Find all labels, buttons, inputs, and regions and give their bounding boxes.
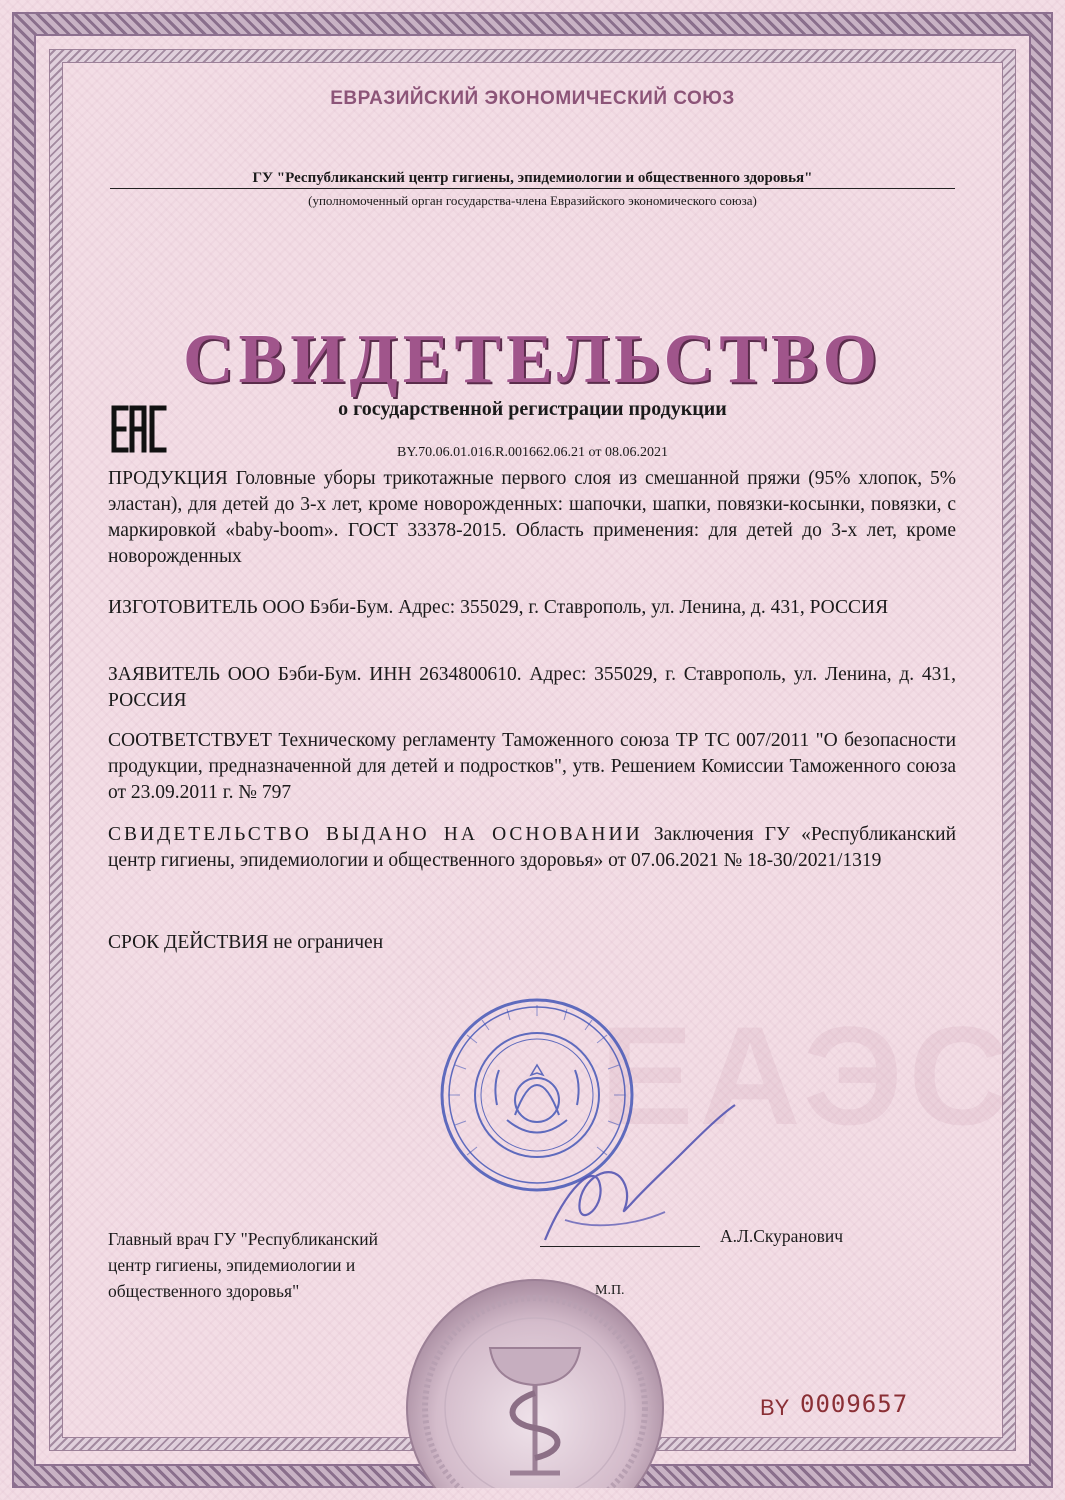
manufacturer-label: ИЗГОТОВИТЕЛЬ (108, 597, 258, 618)
product-section (108, 466, 956, 570)
signatory-position-line2: центр гигиены, эпидемиологии и (108, 1255, 356, 1275)
serial-number: 0009657 (800, 1390, 909, 1418)
serial-prefix: BY (760, 1395, 790, 1420)
handwritten-signature-icon (505, 1100, 745, 1265)
signature-line (540, 1246, 700, 1247)
manufacturer-text: ООО Бэби-Бум. Адрес: 355029, г. Ставрополь, ул. Ленина, д. 431, РОССИЯ (262, 597, 889, 618)
basis-text: Заключения ГУ «Республиканский центр гигиены, эпидемиологии и общественного здоровья» от 07.06.2021 № 18-30/2021/1319 (108, 824, 957, 871)
signatory-position (108, 1226, 378, 1304)
product-text: Головные уборы трикотажные первого слоя из смешанной пряжи (95% хлопок, 5% эластан), для детей до 3-х лет, кроме новорожденных: шапочки, шапки, повязки-косынки, повязки, с маркировкой «baby-boom». ГОСТ 33378-2015. Область применения: для детей до 3-х лет, кроме новорожденных (108, 468, 957, 567)
authority-note: (уполномоченный орган государства-члена Евразийского экономического союза) (308, 193, 757, 208)
signatory-name: А.Л.Скуранович (720, 1226, 843, 1246)
basis-label: СВИДЕТЕЛЬСТВО ВЫДАНО НА ОСНОВАНИИ (108, 824, 643, 845)
issuing-authority: ГУ "Республиканский центр гигиены, эпидемиологии и общественного здоровья" (252, 170, 813, 186)
conformity-section (108, 728, 956, 806)
conformity-text: Техническому регламенту Таможенного союза ТР ТС 007/2011 "О безопасности продукции, предназначенной для детей и подростков", утв. Решением Комиссии Таможенного союза от 23.09.2011 г. № 797 (108, 730, 957, 803)
applicant-text: ООО Бэби-Бум. ИНН 2634800610. Адрес: 355029, г. Ставрополь, ул. Ленина, д. 431, РОССИЯ (108, 664, 957, 711)
union-title: ЕВРАЗИЙСКИЙ ЭКОНОМИЧЕСКИЙ СОЮЗ (330, 88, 735, 109)
applicant-section (108, 662, 956, 714)
eaes-watermark: ЕАЭС (600, 997, 1016, 1154)
basis-section (108, 822, 956, 874)
validity-text: не ограничен (273, 932, 384, 953)
signatory-position-line1: Главный врач ГУ "Республиканский (108, 1229, 379, 1249)
stamp-place-label: М.П. (595, 1283, 625, 1298)
registration-number: BY.70.06.01.016.R.001662.06.21 от 08.06.2021 (397, 445, 668, 460)
certificate-subtitle: о государственной регистрации продукции (338, 398, 727, 420)
manufacturer-section (108, 595, 956, 621)
bowl-of-hygieia-rosette-icon (405, 1273, 665, 1493)
product-label: ПРОДУКЦИЯ (108, 468, 228, 489)
signatory-position-line3: общественного здоровья" (108, 1281, 300, 1301)
conformity-label: СООТВЕТСТВУЕТ (108, 730, 272, 751)
certificate-title: СВИДЕТЕЛЬСТВО (182, 321, 883, 398)
authority-underline (110, 188, 955, 189)
applicant-label: ЗАЯВИТЕЛЬ (108, 664, 220, 685)
validity-label: СРОК ДЕЙСТВИЯ (108, 932, 269, 953)
validity-section (108, 930, 956, 956)
